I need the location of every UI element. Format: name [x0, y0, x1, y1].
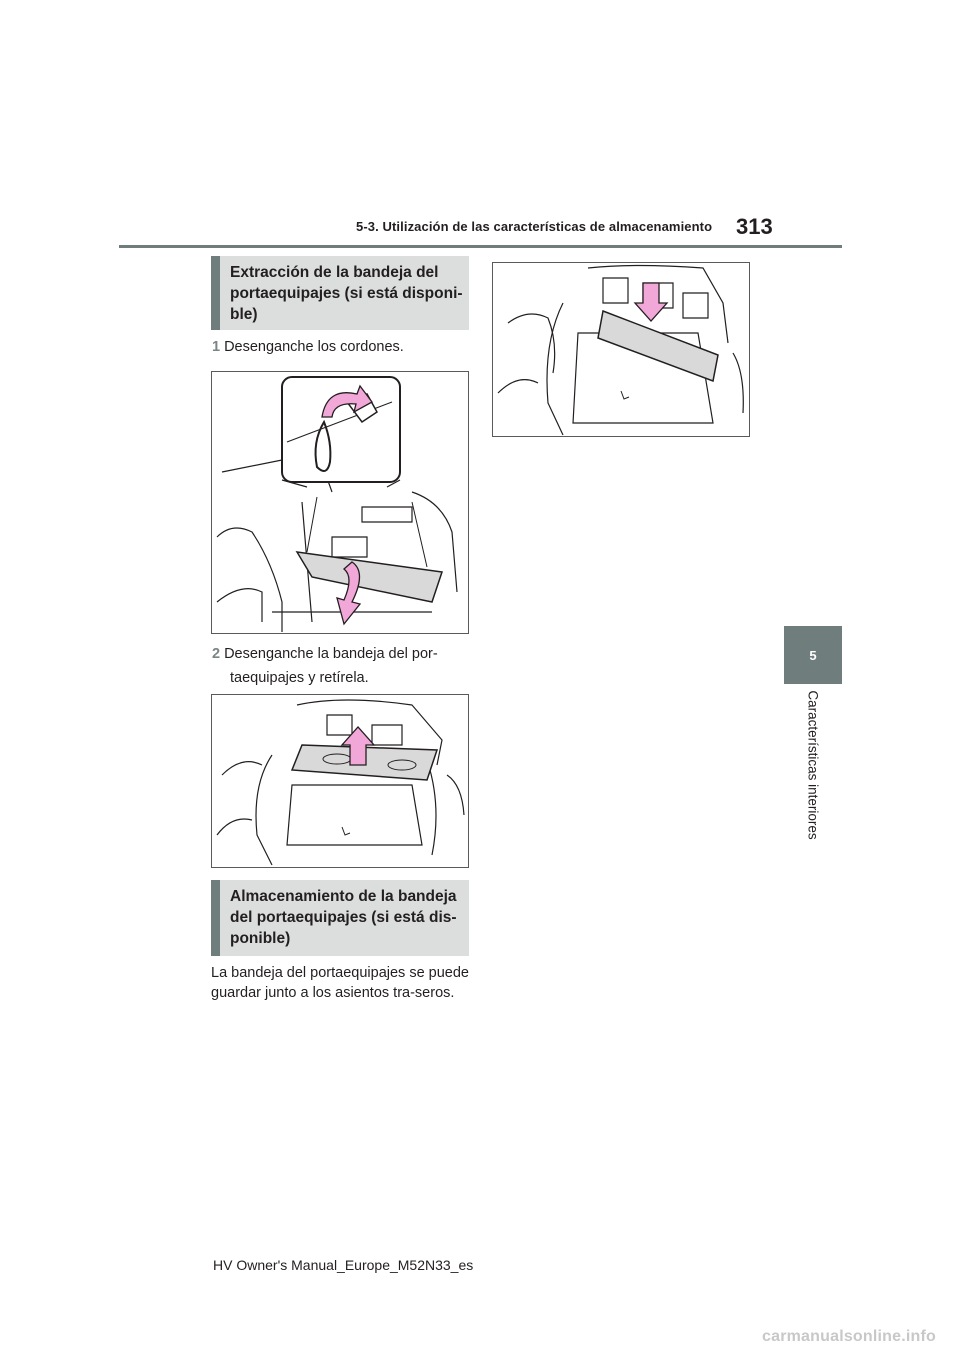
heading-line: ble): [230, 306, 258, 323]
heading-line: ponible): [230, 930, 291, 947]
header-divider: [119, 245, 842, 248]
section-heading-storage: [211, 880, 469, 956]
heading-line: del portaequipajes (si está dis-: [230, 909, 457, 926]
step-text: Desenganche la bandeja del por-: [224, 646, 438, 662]
illustration-remove-tray: [211, 694, 469, 868]
step-2: [212, 643, 462, 689]
chapter-tab: 5: [784, 626, 842, 684]
step-text-continued: taequipajes y retírela.: [230, 670, 369, 686]
chapter-title: Características interiores: [805, 690, 821, 840]
illustration-unhook-cords: [211, 371, 469, 634]
step-number: 2: [212, 646, 221, 662]
page-number: 313: [736, 214, 773, 239]
illustration-store-tray: [492, 262, 750, 437]
heading-line: Almacenamiento de la bandeja: [230, 888, 457, 905]
header-section-title: 5-3. Utilización de las características de almacenamiento: [356, 219, 713, 234]
heading-line: Extracción de la bandeja del: [230, 264, 439, 281]
heading-line: portaequipajes (si está disponi-: [230, 285, 463, 302]
step-number: 1: [212, 339, 221, 355]
storage-paragraph: La bandeja del portaequipajes se puede guardar junto a los asientos tra-seros.: [211, 965, 469, 1001]
step-text: Desenganche los cordones.: [224, 339, 404, 355]
watermark-text: carmanualsonline.info: [762, 1328, 937, 1345]
step-1: [212, 336, 404, 358]
section-heading-removal: [211, 256, 469, 330]
footer-manual-id: HV Owner's Manual_Europe_M52N33_es: [213, 1257, 474, 1273]
